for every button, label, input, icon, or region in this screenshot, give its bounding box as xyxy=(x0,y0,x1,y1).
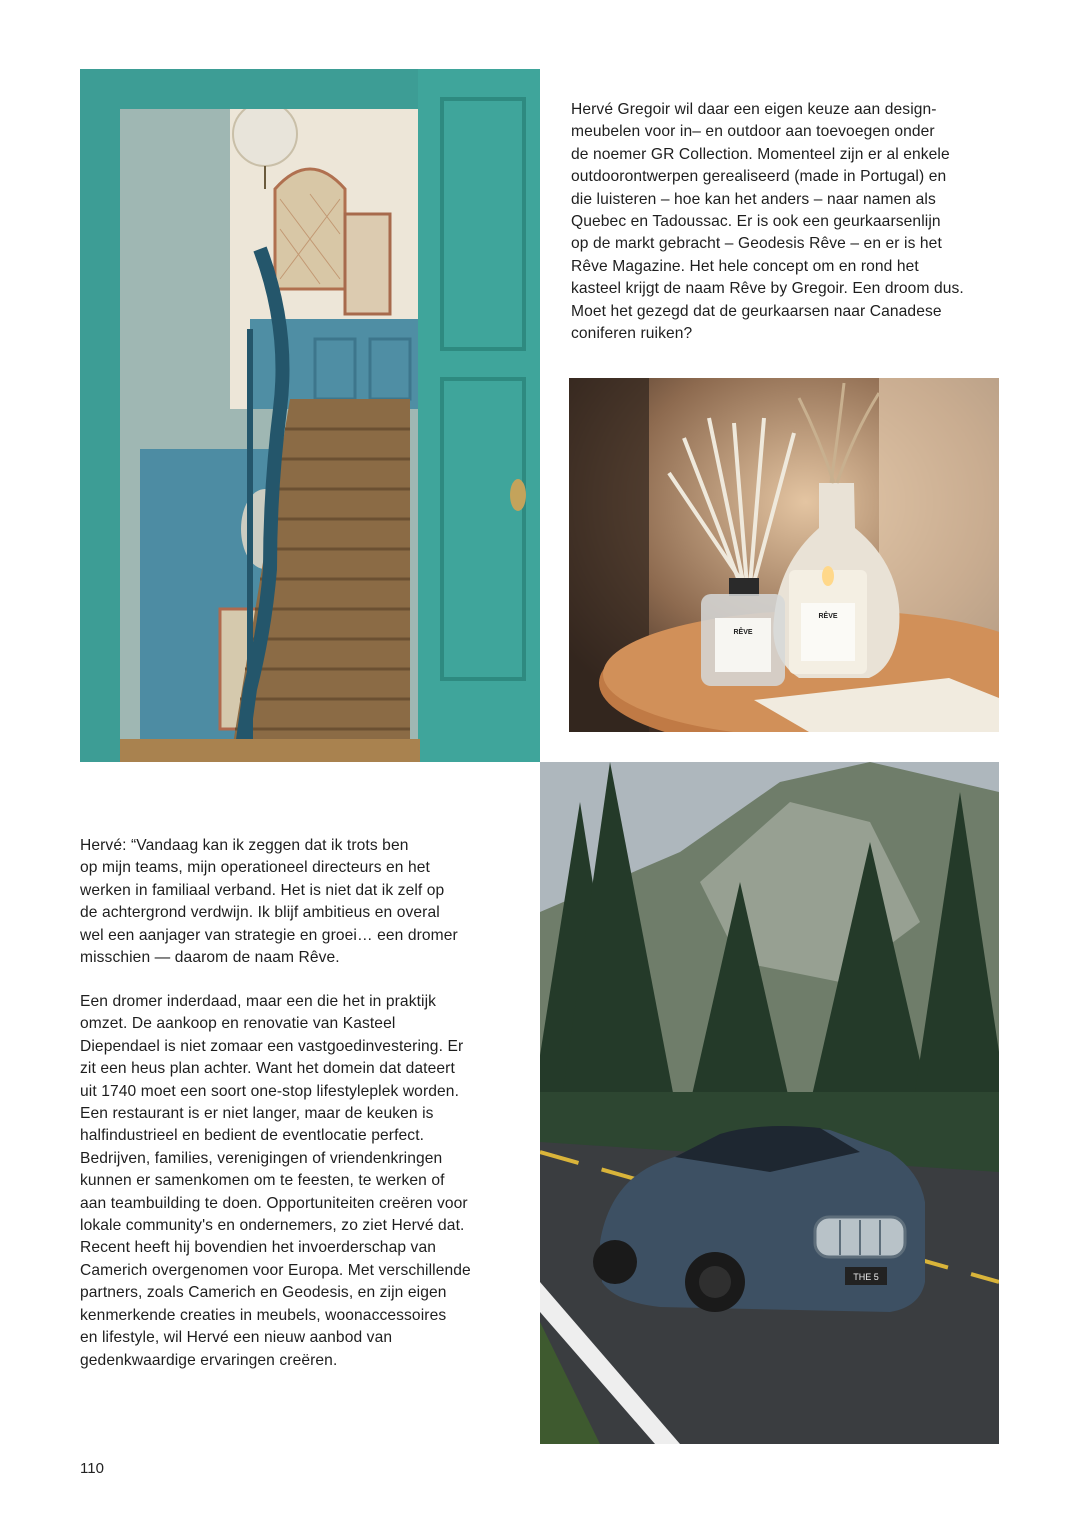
car-forest-photo xyxy=(540,762,999,1444)
paragraph-bottom-left: Een dromer inderdaad, maar een die het in praktijk omzet. De aankoop en renovatie van Kasteel Diependael is niet zomaar een vastgoedinvestering. Er zit een heus plan achter. Want het domein dat dateert uit 1740 moet een soort one-stop lifestyleplek worden. Een restaurant is er niet langer, maar de keuken is halfindustrieel en bedient de eventlocatie perfect. Bedrijven, families, verenigingen of vriendenkringen kunnen er samenkomen om te feesten, te werken of aan teambuilding te doen. Opportuniteiten creëren voor lokale community's en ondernemers, zo ziet Hervé dat. Recent heeft hij bovendien het invoerderschap van Camerich overgenomen voor Europa. Met verschillende partners, zoals Camerich en Geodesis, en zijn eigen kenmerkende creaties in meubels, woonaccessoires en lifestyle, wil Hervé een nieuw aanbod van gedenkwaardige ervaringen creëren. xyxy=(80,993,471,1369)
staircase-photo xyxy=(80,69,540,762)
paragraph-top-right: Hervé Gregoir wil daar een eigen keuze aan design- meubelen voor in– en outdoor aan toevoegen onder de noemer GR Collection. Momenteel zijn er al enkele outdoorontwerpen gerealiseerd (made in Portugal) en die luisteren – hoe kan het anders – naar namen als Quebec en Tadoussac. Er is ook een geurkaarsenlijn op de markt gebracht – Geodesis Rêve – en er is het Rêve Magazine. Het hele concept om en rond het kasteel krijgt de naam Rêve by Gregoir. Een droom dus. Moet het gezegd dat de geurkaarsen naar Canadese coniferen ruiken? xyxy=(571,101,964,343)
candle-label: RÊVE xyxy=(818,613,838,620)
quote-paragraph: Hervé: “Vandaag kan ik zeggen dat ik trots ben op mijn teams, mijn operationeel directeurs en het werken in familiaal verband. Het is niet dat ik zelf op de achtergrond verdwijn. Ik blijf ambitieus en overal wel een aanjager van strategie en groei… een dromer misschien — daarom de naam Rêve. xyxy=(80,837,458,967)
candle-diffuser-photo xyxy=(569,378,999,732)
diffuser-label: RÊVE xyxy=(733,629,753,636)
page-number: 110 xyxy=(80,1460,104,1477)
car-plate: THE 5 xyxy=(853,1272,879,1282)
